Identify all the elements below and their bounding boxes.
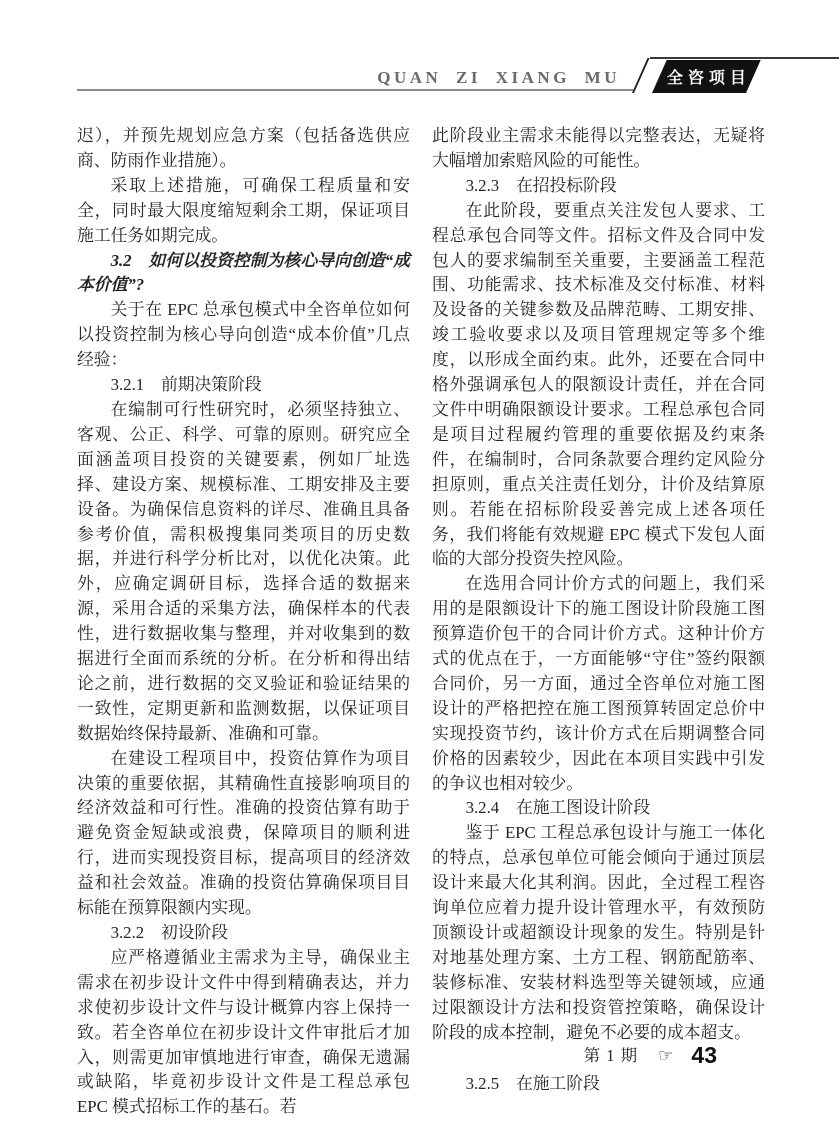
pointing-hand-icon: ☞: [658, 1046, 674, 1066]
body-paragraph: 采取上述措施，可确保工程质量和安全，同时最大限度缩短剩余工期，保证项目施工任务如期完成。: [77, 175, 410, 245]
header-slash-icon: [632, 58, 650, 93]
body-paragraph: 关于在 EPC 总承包模式中全咨单位如何以投资控制为核心导向创造“成本价值”几点经验：: [77, 300, 410, 370]
section-heading-3-2-4: 3.2.4 在施工图设计阶段: [465, 798, 651, 818]
section-heading-3-2-1: 3.2.1 前期决策阶段: [110, 375, 262, 395]
section-heading-3-2-5: 3.2.5 在施工阶段: [465, 1073, 600, 1093]
header-rule-right: [650, 57, 839, 59]
header-rule-left: [77, 89, 633, 91]
body-paragraph: 在建设工程项目中，投资估算作为项目决策的重要依据，其精确性直接影响项目的经济效益和可行性。准确的投资估算有助于避免资金短缺或浪费，保障项目的顺利进行，进而实现投资目标，提高项目的经济效益和社会效益。准确的投资估算确保项目目标能在预算限额内实现。: [77, 748, 410, 918]
right-column: [432, 124, 765, 1120]
body-paragraph: 在选用合同计价方式的问题上，我们采用的是限额设计下的施工图设计阶段施工图预算造价包干的合同计价方式。这种计价方式的优点在于，一方面能够“守住”签约限额合同价，另一方面，通过全咨单位对施工图设计的严格把控在施工图预算转固定总价中实现投资节约，该计价方式在后期调整合同价格的因素较少，因此在本项目实践中引发的争议也相对较少。: [432, 574, 765, 793]
body-paragraph: 在此阶段，要重点关注发包人要求、工程总承包合同等文件。招标文件及合同中发包人的要求编制至关重要，主要涵盖工程范围、功能需求、技术标准及交付标准、材料及设备的关键参数及品牌范畴、工期安排、竣工验收要求以及项目管理规定等多个维度，以形成全面约束。此外，还要在合同中格外强调承包人的限额设计责任，并在合同文件中明确限额设计要求。工程总承包合同是项目过程履约管理的重要依据及约束条件，在编制时，合同条款要合理约定风险分担原则，重点关注责任划分，计价及结算原则。若能在招标阶段妥善完成上述各项任务，我们将能有效规避 EPC 模式下发包人面临的大部分投资失控风险。: [432, 200, 765, 569]
body-paragraph: 应严格遵循业主需求为主导，确保业主需求在初步设计文件中得到精确表达，并力求使初步设计文件与设计概算内容上保持一致。若全咨单位在初步设计文件审批后才加入，则需更加审慎地进行审查，确保无遗漏或缺陷，毕竟初步设计文件是工程总承包 EPC 模式招标工作的基石。若: [77, 947, 410, 1117]
section-heading-3-2: 3.2 如何以投资控制为核心导向创造“成本价值”?: [77, 250, 410, 295]
section-heading-3-2-3: 3.2.3 在招投标阶段: [465, 175, 617, 195]
body-paragraph: 在编制可行性研究时，必须坚持独立、客观、公正、科学、可靠的原则。研究应全面涵盖项目投资的关键要素，例如厂址选择、建设方案、规模标准、工期安排及主要设备。为确保信息资料的详尽、准确且具备参考价值，需积极搜集同类项目的历史数据，并进行科学分析比对，以优化决策。此外，应确定调研目标，选择合适的数据来源，采用合适的采集方法，确保样本的代表性，进行数据收集与整理，并对收集到的数据进行全面而系统的分析。在分析和得出结论之前，进行数据的交叉验证和验证结果的一致性，定期更新和监测数据，以保证项目数据始终保持最新、准确和可靠。: [77, 399, 410, 743]
journal-badge-label: 全咨项目: [666, 70, 751, 87]
body-paragraph: 鉴于 EPC 工程总承包设计与施工一体化的特点，总承包单位可能会倾向于通过顶层设计来最大化其利润。因此，全过程工程咨询单位应着力提升设计管理水平，有效预防顶额设计或超额设计现象的发生。特别是针对地基处理方案、土方工程、钢筋配筋率、装修标准、安装材料选型等关键领域，应通过限额设计方法和投资管控策略，确保设计阶段的成本控制，避免不必要的成本超支。: [432, 823, 765, 1042]
left-column: [77, 124, 410, 1120]
journal-title-pinyin: QUAN ZI XIANG MU: [377, 68, 620, 87]
page-footer: [77, 1042, 765, 1069]
page-number: 43: [691, 1042, 717, 1068]
issue-label: 第 1 期: [583, 1046, 639, 1065]
body-paragraph: 此阶段业主需求未能得以完整表达，无疑将大幅增加索赔风险的可能性。: [432, 126, 765, 170]
journal-badge: [652, 60, 761, 93]
section-heading-3-2-2: 3.2.2 初设阶段: [110, 923, 229, 942]
article-body: [77, 124, 765, 1120]
body-paragraph: 迟），并预先规划应急方案（包括备选供应商、防雨作业措施）。: [77, 126, 410, 170]
